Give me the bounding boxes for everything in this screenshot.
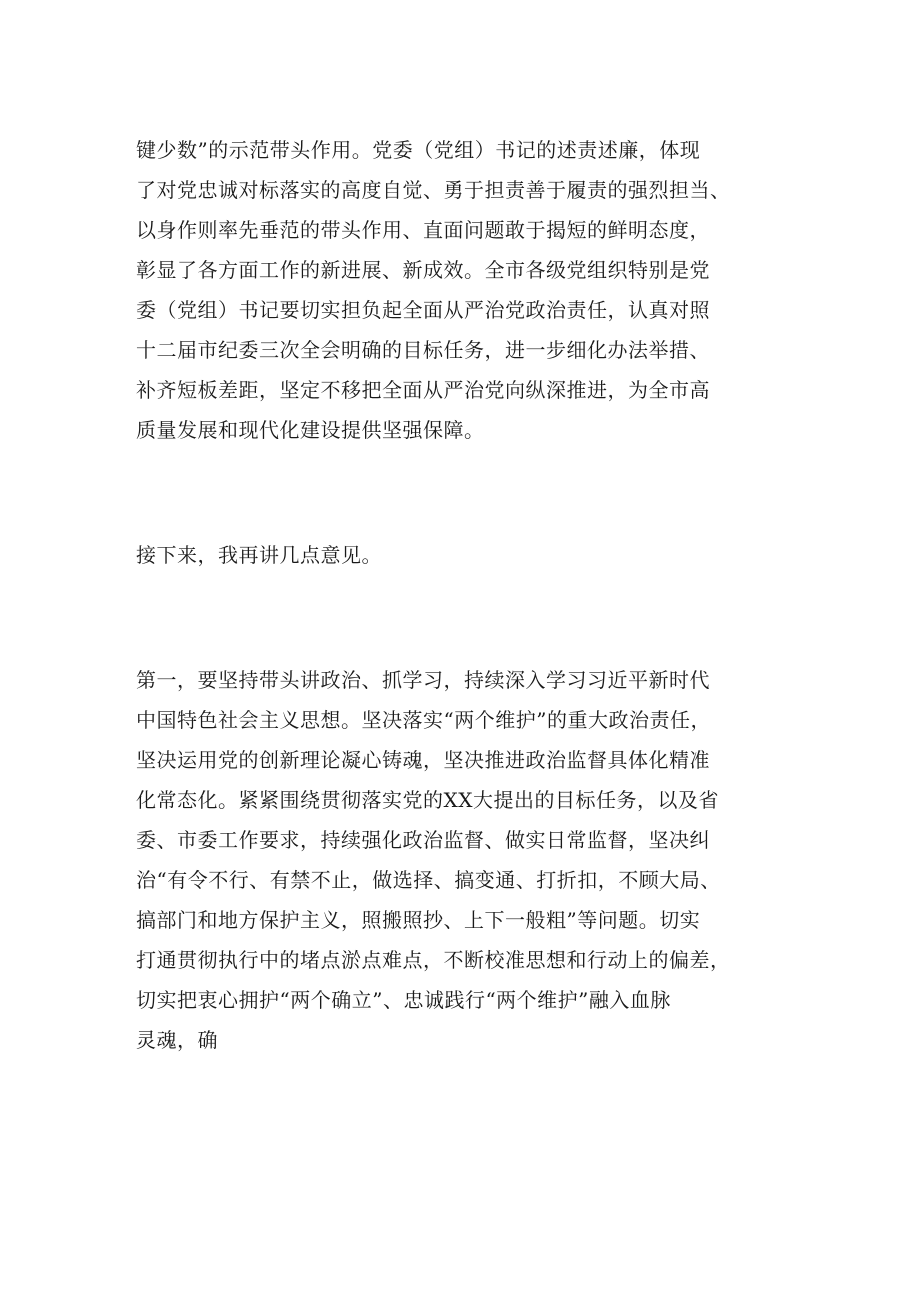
text-line: 十二届市纪委三次全会明确的目标任务，进一步细化办法举措、 bbox=[136, 338, 710, 362]
text-line: 第一，要坚持带头讲政治、抓学习，持续深入学习习近平新时代 bbox=[136, 668, 710, 692]
text-line: 治“有令不行、有禁不止，做选择、搞变通、打折扣，不顾大局、 bbox=[136, 868, 721, 892]
text-line: 质量发展和现代化建设提供坚强保障。 bbox=[136, 418, 485, 442]
text-line: 中国特色社会主义思想。坚决落实“两个维护”的重大政治责任， bbox=[136, 708, 711, 732]
paragraph-transition bbox=[136, 535, 800, 575]
text-line: 了对党忠诚对标落实的高度自觉、勇于担责善于履责的强烈担当、 bbox=[136, 178, 731, 202]
text-line: 切实把衷心拥护“两个确立”、忠诚践行“两个维护”融入血脉 bbox=[136, 988, 671, 1012]
text-line: 委、市委工作要求，持续强化政治监督、做实日常监督，坚决纠 bbox=[136, 828, 710, 852]
text-line: 委（党组）书记要切实担负起全面从严治党政治责任，认真对照 bbox=[136, 298, 710, 322]
text-line: 搞部门和地方保护主义，照搬照抄、上下一般粗”等问题。切实 bbox=[136, 908, 701, 932]
text-line: 灵魂，确 bbox=[136, 1028, 218, 1052]
text-line: 以身作则率先垂范的带头作用、直面问题敢于揭短的鲜明态度， bbox=[136, 218, 710, 242]
text-line: 补齐短板差距，坚定不移把全面从严治党向纵深推进，为全市高 bbox=[136, 378, 710, 402]
text-line: 键少数”的示范带头作用。党委（党组）书记的述责述廉，体现 bbox=[136, 138, 701, 162]
paragraph-leadership-role bbox=[136, 130, 800, 450]
text-line: 化常态化。紧紧围绕贯彻落实党的XX大提出的目标任务，以及省 bbox=[136, 788, 719, 812]
text-line: 打通贯彻执行中的堵点淤点难点，不断校准思想和行动上的偏差， bbox=[136, 948, 731, 972]
text-line: 坚决运用党的创新理论凝心铸魂，坚决推进政治监督具体化精准 bbox=[136, 748, 710, 772]
paragraph-point-one bbox=[136, 660, 800, 1060]
text-line: 接下来，我再讲几点意见。 bbox=[136, 543, 382, 567]
text-line: 彰显了各方面工作的新进展、新成效。全市各级党组织特别是党 bbox=[136, 258, 710, 282]
